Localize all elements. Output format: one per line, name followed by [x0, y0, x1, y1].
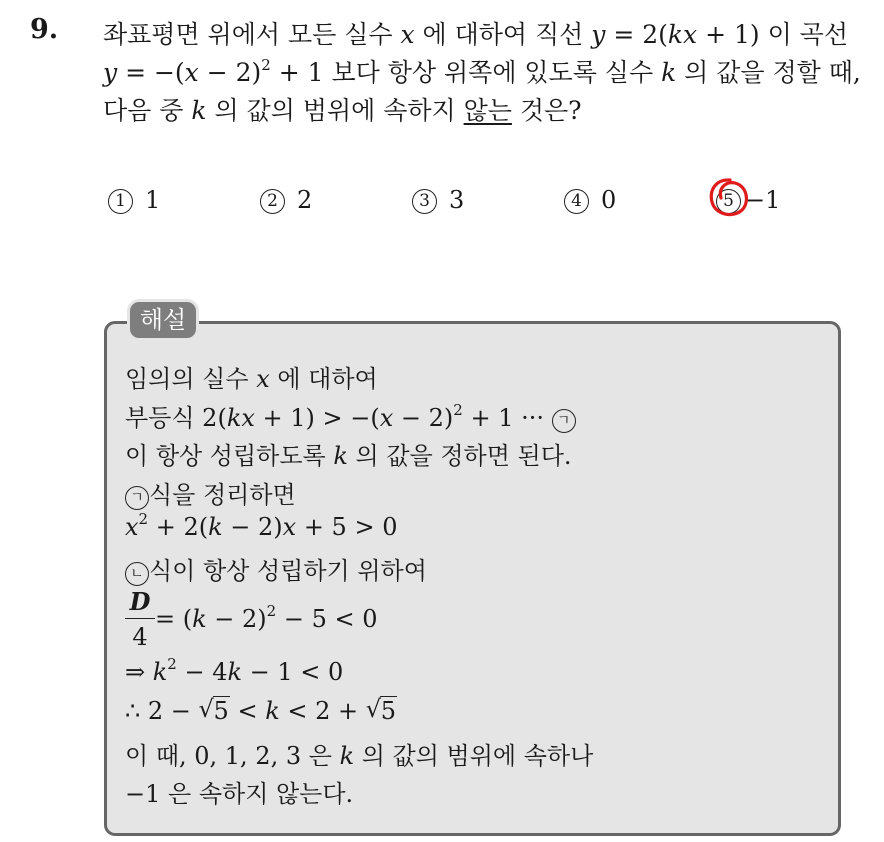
var-k: k [661, 58, 677, 87]
text: < [229, 697, 266, 725]
text: 식을 정리하면 [149, 481, 296, 509]
question-number: 9. [30, 14, 59, 45]
solution-line-10 [125, 736, 593, 771]
choice-mark: 2 [260, 189, 285, 214]
choice-2[interactable] [260, 186, 312, 214]
choice-value: 0 [601, 186, 617, 214]
text: − 5 < 0 [276, 605, 378, 633]
sqrt-5 [366, 697, 397, 725]
text: 에 대하여 [269, 365, 378, 393]
var-y: y [591, 20, 606, 49]
choice-value: 1 [145, 186, 161, 214]
circled-label-giyeok: ㄱ [125, 486, 149, 510]
var-kx: kx [667, 20, 698, 49]
var-x: x [125, 513, 139, 541]
text: = −( [117, 58, 185, 87]
exponent: 2 [138, 510, 149, 528]
var-x: x [379, 404, 394, 432]
choice-mark: 5 [716, 189, 741, 214]
var-x: x [256, 365, 270, 393]
exponent: 2 [167, 655, 177, 673]
text: + 1) 이 곡선 [697, 20, 848, 49]
var-k: k [191, 96, 207, 125]
text: 의 값의 범위에 속하지 [206, 96, 464, 125]
solution-line-9 [125, 697, 397, 725]
var-x: x [184, 58, 199, 87]
radicand: 5 [380, 697, 397, 725]
text: < 2 + [279, 697, 366, 725]
fraction-numerator: D [129, 587, 151, 616]
radicand: 5 [213, 697, 229, 725]
choice-value: 2 [297, 186, 313, 214]
choice-3[interactable] [412, 186, 464, 214]
text: − 2) [393, 404, 454, 432]
var-kx: kx [226, 404, 255, 432]
var-y: y [103, 58, 118, 87]
solution-line-7 [155, 602, 378, 633]
text: = ( [155, 605, 193, 633]
circled-label-giyeok: ㄱ [552, 409, 576, 433]
var-k: k [227, 658, 243, 686]
text: − 2) [206, 605, 267, 633]
question-line-2 [103, 53, 861, 89]
fraction-d-over-4 [125, 588, 155, 651]
text: − 2) [222, 513, 283, 541]
solution-line-1 [125, 359, 378, 394]
choice-mark: 3 [412, 189, 437, 214]
text: 다음 중 [103, 96, 192, 125]
choice-4[interactable] [564, 186, 616, 214]
var-x: x [400, 20, 415, 49]
solution-line-6 [125, 551, 427, 586]
answer-choices [108, 186, 808, 218]
text: 이 때, 0, 1, 2, 3 은 [125, 742, 340, 770]
text: 임의의 실수 [125, 365, 257, 393]
circled-label-nieun: ㄴ [125, 562, 149, 586]
text: + 5 > 0 [296, 513, 398, 541]
text: ∴ 2 − [125, 697, 199, 725]
choice-mark: 1 [108, 189, 133, 214]
choice-value: −1 [745, 186, 781, 214]
text: 의 값을 정할 때, [676, 58, 861, 87]
var-k: k [265, 697, 280, 725]
var-k: k [152, 658, 168, 686]
text: + 1) > −( [254, 404, 380, 432]
var-k: k [339, 742, 355, 770]
text: ⇒ [125, 658, 153, 686]
text: 의 값을 정하면 된다. [347, 442, 572, 470]
question-line-1 [103, 15, 848, 51]
sqrt-5 [199, 697, 230, 725]
text: − 2) [198, 58, 262, 87]
var-k: k [192, 605, 207, 633]
var-k: k [208, 513, 223, 541]
text: 에 대하여 직선 [414, 20, 592, 49]
fraction-bar [125, 618, 155, 619]
solution-line-3 [125, 436, 572, 471]
underlined-word: 않는 [463, 96, 512, 125]
exponent: 2 [453, 401, 463, 419]
choice-mark: 4 [564, 189, 589, 214]
choice-value: 3 [449, 186, 465, 214]
text: + 1 보다 항상 위쪽에 있도록 실수 [270, 58, 662, 87]
text: 좌표평면 위에서 모든 실수 [103, 20, 401, 49]
text: 것은? [511, 96, 582, 125]
text: = 2( [605, 20, 668, 49]
text: + 2( [148, 513, 209, 541]
question-line-3 [103, 91, 582, 127]
choice-1[interactable] [108, 186, 160, 214]
text: − 4 [176, 658, 228, 686]
text: 이 항상 성립하도록 [125, 442, 334, 470]
text: 식이 항상 성립하기 위하여 [149, 557, 427, 585]
text: + 1 ··· [462, 404, 552, 432]
exponent: 2 [266, 602, 277, 620]
solution-tab-label: 해설 [127, 299, 199, 341]
choice-5[interactable] [716, 186, 780, 214]
solution-line-5 [125, 510, 398, 541]
fraction-denominator: 4 [132, 623, 148, 651]
text: − 1 < 0 [242, 658, 344, 686]
var-x: x [282, 513, 297, 541]
text: 부등식 2( [125, 404, 227, 432]
solution-line-2 [125, 398, 576, 433]
exponent: 2 [261, 56, 271, 74]
solution-line-8 [125, 655, 344, 686]
var-k: k [333, 442, 348, 470]
solution-line-4 [125, 475, 296, 510]
solution-line-11: −1 은 속하지 않는다. [125, 780, 354, 808]
text: 의 값의 범위에 속하나 [354, 742, 594, 770]
